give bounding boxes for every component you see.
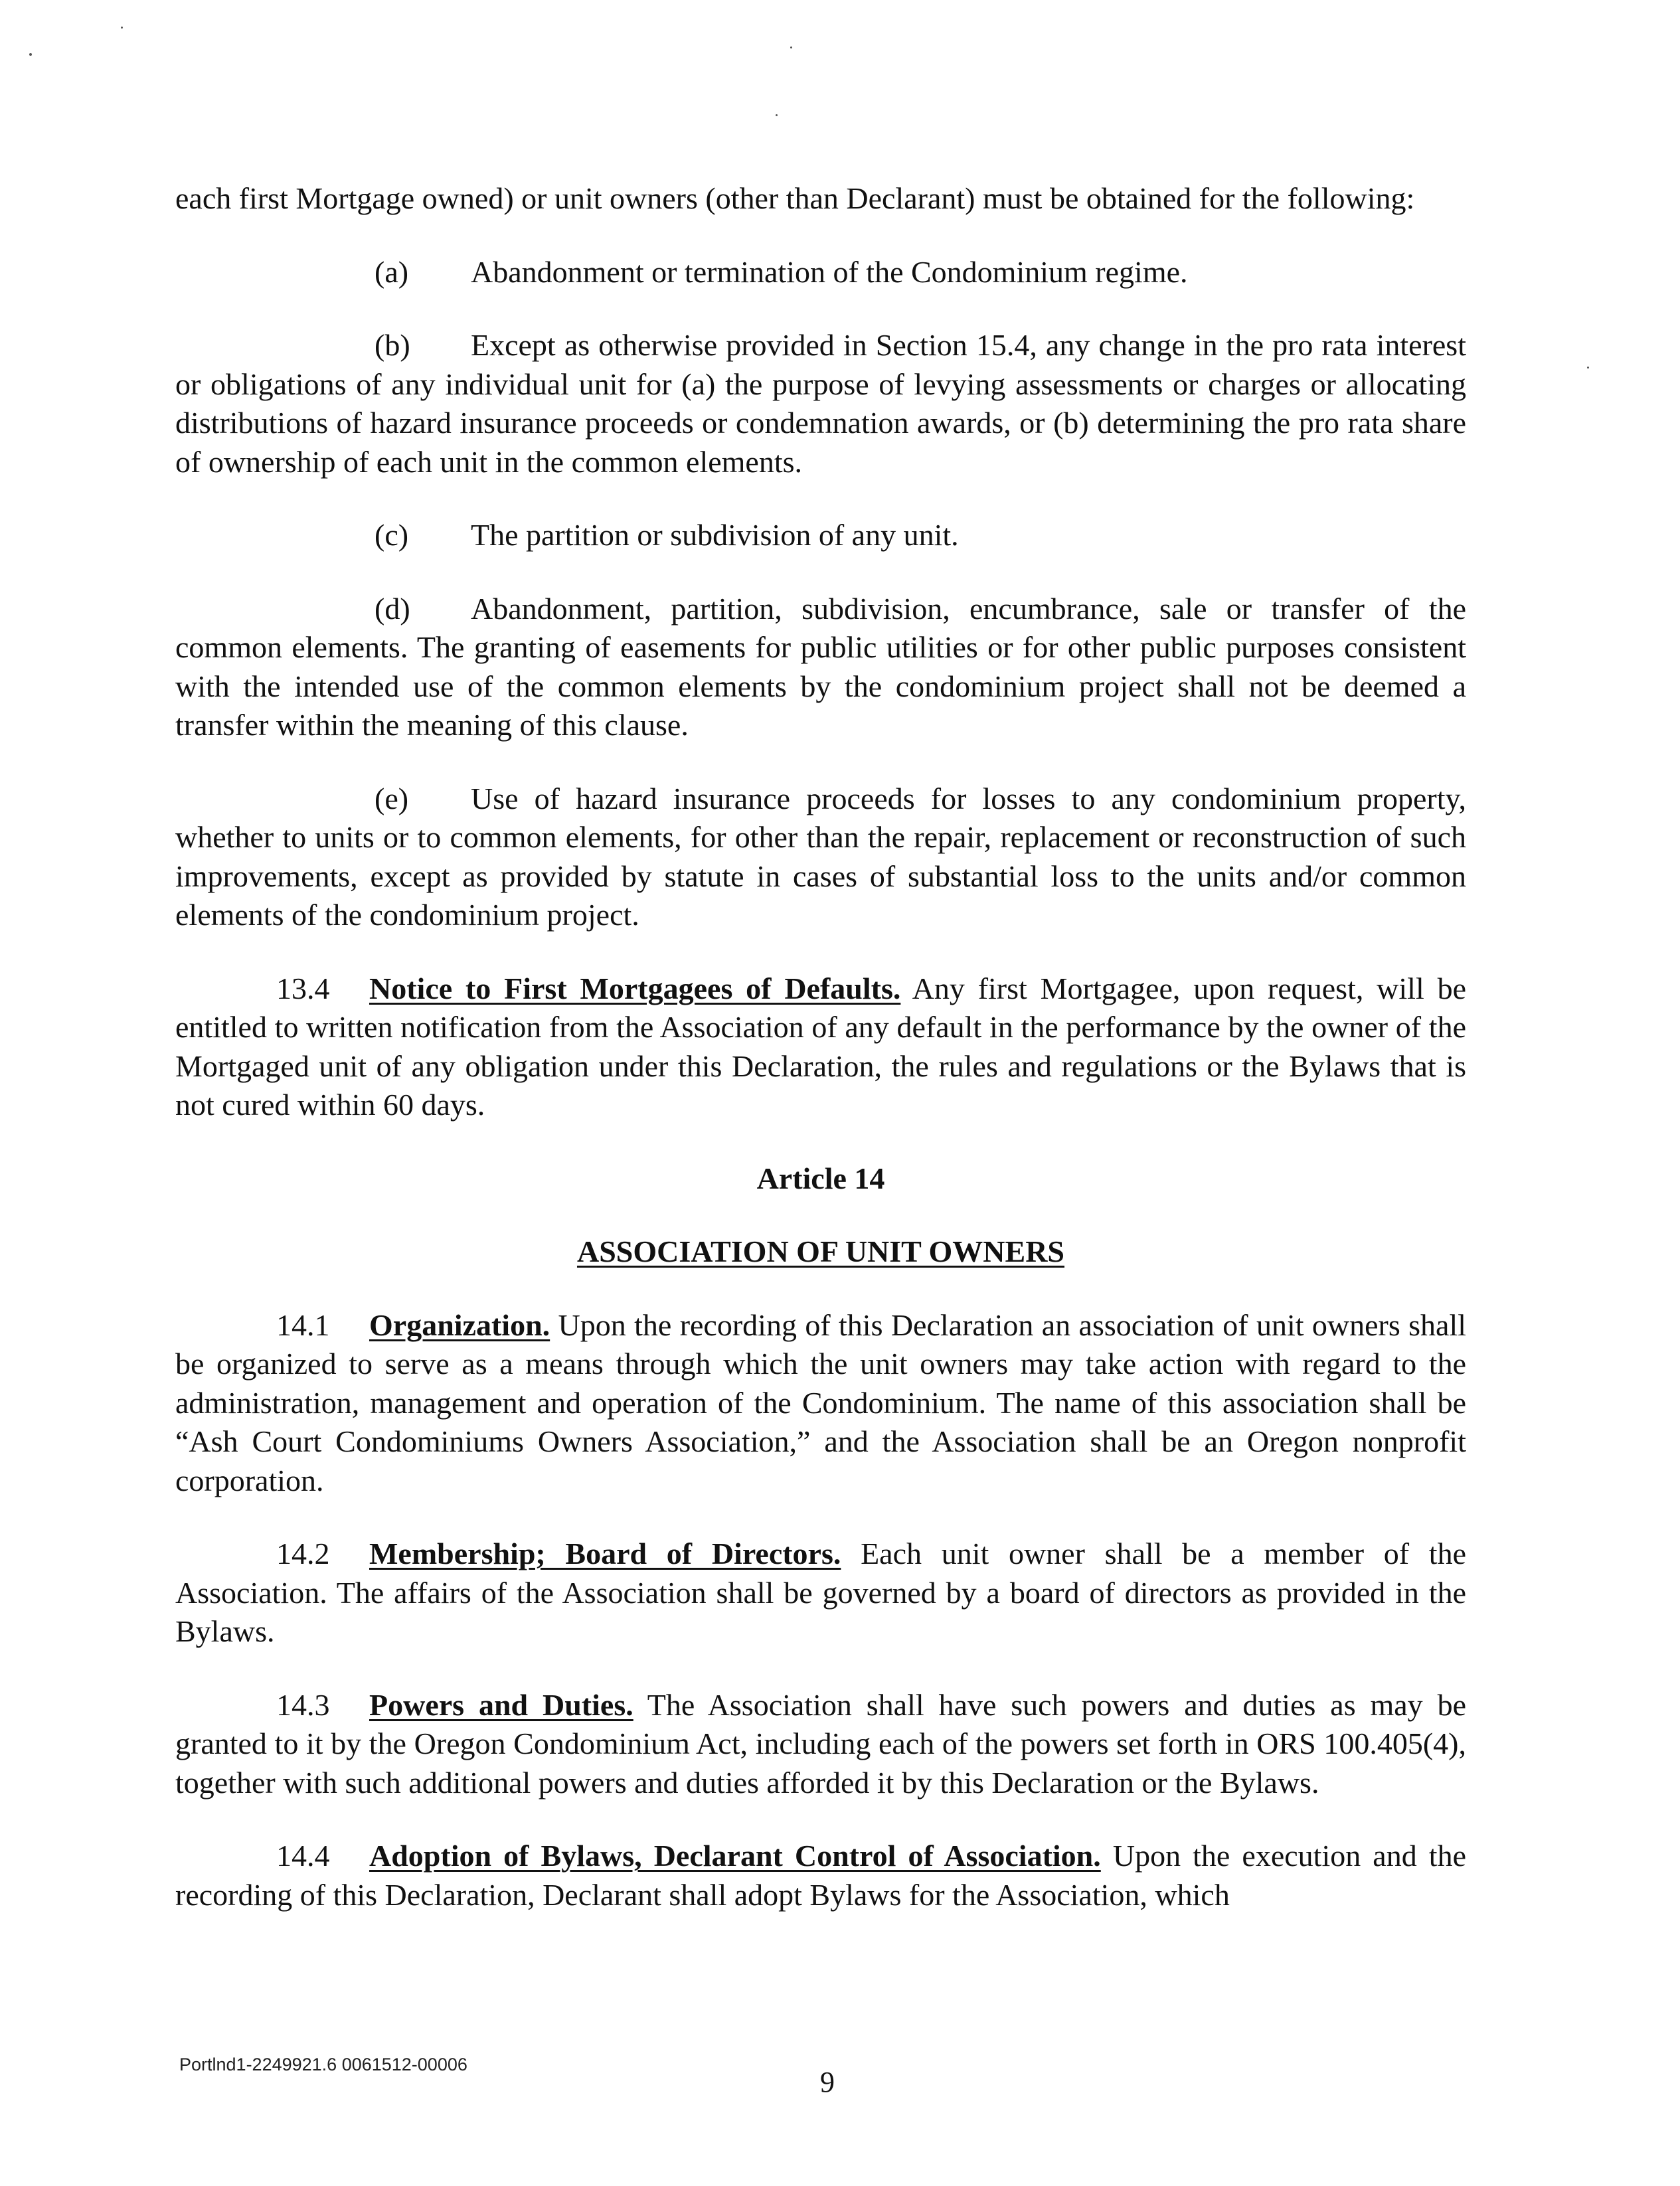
article-label: Article 14 [756,1161,885,1195]
section-title: Membership; Board of Directors. [369,1537,841,1570]
list-item-label: (b) [375,328,410,362]
list-item-d [175,590,1466,745]
section-title: Organization. [369,1307,550,1342]
list-item-text: Use of hazard insurance proceeds for losses to any condominium property, whether to units or to common elements, for other than the repair, replacement or reconstruction of such improvements, except as provided by statute in cases of substantial loss to the units and/or common elements of the condominium project. [175,781,1466,932]
section-text: Each unit owner shall be a member of the Association. The affairs of the Association shall be governed by a board of directors as provided in the Bylaws. [175,1537,1467,1648]
section-14-1 [175,1306,1466,1501]
section-number: 13.4 [276,971,330,1005]
list-item-label: (e) [375,781,409,815]
section-14-4 [175,1837,1466,1914]
list-item-b [175,326,1466,481]
list-item-label: (d) [375,591,410,626]
list-item-text: Abandonment or termination of the Condominium regime. [471,254,1188,289]
section-number: 14.2 [276,1537,330,1570]
section-text: Any first Mortgagee, upon request, will be entitled to written notification from the Association of any default in the performance by the owner of the Mortgaged unit of any obligation under this Declaration, the rules and regulations or the Bylaws that is not cured within 60 days. [175,971,1466,1122]
section-number: 14.4 [276,1839,330,1873]
section-title: Notice to First Mortgagees of Defaults. [369,971,901,1005]
footer-doc-id: Portlnd1-2249921.6 0061512-00006 [179,2055,467,2074]
section-title: Adoption of Bylaws, Declarant Control of Association. [369,1839,1101,1873]
scan-speck [790,46,792,48]
section-text: The Association shall have such powers and duties as may be granted to it by the Oregon Condominium Act, including each of the powers set forth in ORS 100.405(4), together with such additional powers and duties afforded it by this Declaration or the Bylaws. [175,1687,1466,1800]
list-item-e [175,780,1466,935]
article-title: ASSOCIATION OF UNIT OWNERS [576,1234,1065,1268]
list-item-label: (c) [375,518,409,552]
list-item-c [175,516,1466,555]
document-body [175,179,1466,1914]
scan-speck [29,53,32,56]
section-title: Powers and Duties. [369,1687,633,1722]
section-number: 14.3 [276,1687,330,1722]
list-item-a [175,253,1466,292]
scan-speck [121,27,123,29]
list-item-text: Abandonment, partition, subdivision, encumbrance, sale or transfer of the common elements. The granting of easements for public utilities or for other public purposes consistent with the intended use of the common elements by the condominium project shall not be deemed a transfer within the meaning of this clause. [175,591,1466,742]
page-number: 9 [820,2066,835,2098]
list-item-label: (a) [375,254,409,289]
section-text: Upon the recording of this Declaration an association of unit owners shall be organized to serve as a means through which the unit owners may take action with regard to the administration, management and operation of the Condominium. The name of this association shall be “Ash Court Condominiums Owners Association,” and the Association shall be an Oregon nonprofit corporation. [175,1307,1467,1497]
section-14-3 [175,1686,1466,1803]
list-item-text: The partition or subdivision of any unit. [471,518,959,552]
intro-paragraph: each first Mortgage owned) or unit owners (other than Declarant) must be obtained for the following: [175,181,1415,215]
section-number: 14.1 [276,1307,330,1342]
scan-speck [776,114,778,116]
scan-speck [1587,367,1589,369]
section-14-2 [175,1535,1466,1651]
list-item-text: Except as otherwise provided in Section 15.4, any change in the pro rata interest or obligations of any individual unit for (a) the purpose of levying assessments or charges or allocating distributions of hazard insurance proceeds or condemnation awards, or (b) determining the pro rata share of ownership of each unit in the common elements. [175,328,1466,479]
section-text: Upon the execution and the recording of this Declaration, Declarant shall adopt Bylaws for the Association, which [175,1839,1466,1912]
section-13-4 [175,969,1466,1125]
